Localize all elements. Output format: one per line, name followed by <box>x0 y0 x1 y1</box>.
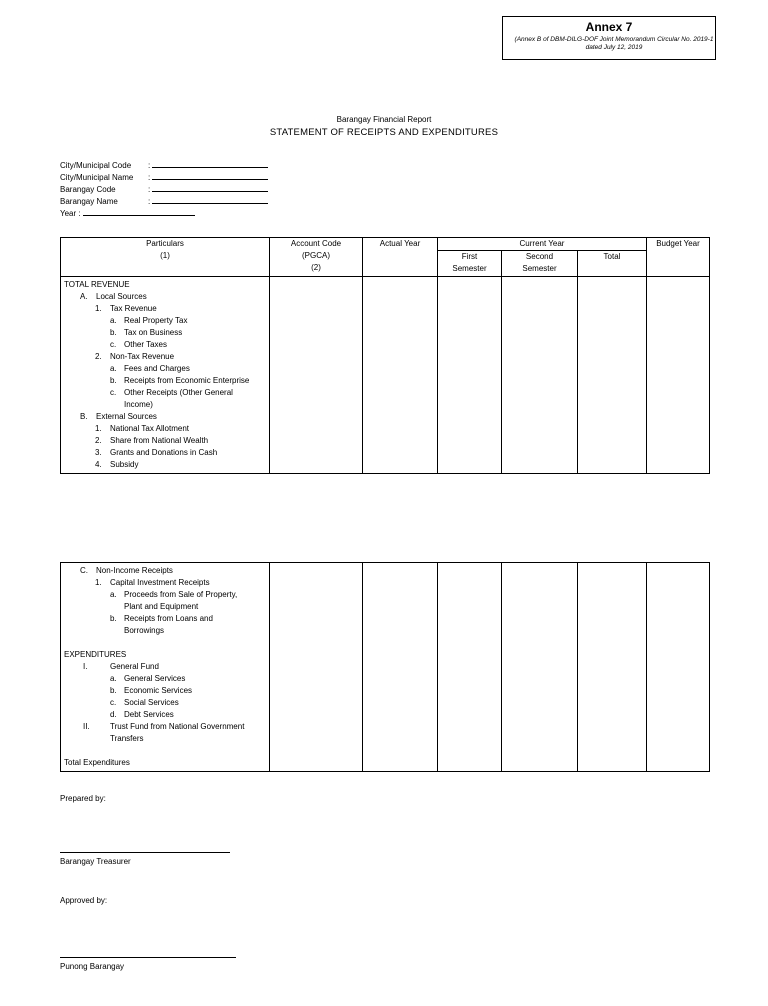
receipts-table-part1 <box>60 237 710 474</box>
item-text: Non-Tax Revenue <box>110 352 175 361</box>
item-text: National Tax Allotment <box>110 424 190 433</box>
item-text: Tax on Business <box>124 328 183 337</box>
header-particulars: Particulars (1) <box>61 238 270 277</box>
item-text: Other Taxes <box>124 340 167 349</box>
info-label: City/Municipal Name <box>60 173 134 182</box>
info-field-city-name: City/Municipal Name : <box>60 172 268 184</box>
header-budget-year: Budget Year <box>647 238 710 277</box>
item-text: Local Sources <box>96 292 147 301</box>
item-text: EXPENDITURES <box>64 650 127 659</box>
item-text: Plant and Equipment <box>124 602 199 611</box>
blank-line[interactable] <box>152 172 268 180</box>
particulars-line <box>64 363 266 375</box>
item-text: Non-Income Receipts <box>96 566 173 575</box>
info-field-year <box>60 208 268 220</box>
particulars-line <box>64 733 266 745</box>
particulars-line <box>64 637 266 649</box>
particulars-line <box>64 423 266 435</box>
item-text: Subsidy <box>110 460 139 469</box>
item-marker: b. <box>110 376 117 385</box>
annex-subtitle-line1: (Annex B of DBM-DILG-DOF Joint Memorandum Circular No. 2019-1 <box>514 36 714 43</box>
item-marker: I. <box>83 662 88 671</box>
info-field-city-code: City/Municipal Code : <box>60 160 268 172</box>
item-text: Total Expenditures <box>64 758 130 767</box>
info-label: Barangay Code <box>60 185 116 194</box>
account-code-cell[interactable] <box>270 563 363 772</box>
particulars-line <box>64 327 266 339</box>
item-marker: 1. <box>95 304 102 313</box>
item-text: Receipts from Loans and <box>124 614 213 623</box>
particulars-line <box>64 459 266 471</box>
item-text: Social Services <box>124 698 179 707</box>
item-marker: 2. <box>95 352 102 361</box>
particulars-line <box>64 375 266 387</box>
blank-line[interactable] <box>152 160 268 168</box>
particulars-line <box>64 303 266 315</box>
item-text: Transfers <box>110 734 144 743</box>
receipts-table-part2 <box>60 562 710 772</box>
item-text: General Fund <box>110 662 159 671</box>
particulars-line <box>64 387 266 399</box>
header-current-year: Current Year <box>438 238 647 251</box>
item-marker: a. <box>110 316 117 325</box>
particulars-line <box>64 673 266 685</box>
item-text: Borrowings <box>124 626 165 635</box>
item-text: General Services <box>124 674 186 683</box>
item-text: Tax Revenue <box>110 304 157 313</box>
report-subtitle: STATEMENT OF RECEIPTS AND EXPENDITURES <box>269 127 499 138</box>
info-fields <box>60 160 268 220</box>
treasurer-label: Barangay Treasurer <box>60 857 131 866</box>
info-field-barangay-name: Barangay Name : <box>60 196 268 208</box>
item-text: TOTAL REVENUE <box>64 280 130 289</box>
first-semester-cell[interactable] <box>438 277 502 474</box>
particulars-line <box>64 757 266 769</box>
item-marker: c. <box>110 698 117 707</box>
info-label: Barangay Name <box>60 197 118 206</box>
item-marker: 2. <box>95 436 102 445</box>
item-marker: b. <box>110 686 117 695</box>
particulars-line <box>64 351 266 363</box>
particulars-line <box>64 315 266 327</box>
item-text: Trust Fund from National Government <box>110 722 245 731</box>
punong-label: Punong Barangay <box>60 962 125 971</box>
header-total: Total <box>578 251 647 277</box>
header-first-semester: First Semester <box>438 251 502 277</box>
item-text: Income) <box>124 400 153 409</box>
treasurer-signature-line[interactable] <box>60 852 230 853</box>
item-marker: C. <box>80 566 88 575</box>
particulars-line <box>64 291 266 303</box>
annex-title: Annex 7 <box>585 20 633 34</box>
item-text: Other Receipts (Other General <box>124 388 233 397</box>
budget-year-cell[interactable] <box>647 277 710 474</box>
item-marker: a. <box>110 674 117 683</box>
particulars-line <box>64 279 266 291</box>
info-label: City/Municipal Code <box>60 161 132 170</box>
particulars-line <box>64 399 266 411</box>
annex-subtitle-line2: dated July 12, 2019 <box>585 44 643 51</box>
particulars-line <box>64 721 266 733</box>
item-marker: d. <box>110 710 117 719</box>
particulars-line <box>64 589 266 601</box>
item-text: Real Property Tax <box>124 316 188 325</box>
annex-box <box>502 16 716 60</box>
header-account-code: Account Code (PGCA) (2) <box>270 238 363 277</box>
blank-line[interactable] <box>83 208 195 216</box>
report-title: Barangay Financial Report <box>336 115 432 124</box>
item-marker: c. <box>110 340 117 349</box>
particulars-line <box>64 447 266 459</box>
actual-year-cell[interactable] <box>363 277 438 474</box>
total-cell[interactable] <box>578 563 647 772</box>
item-marker: 1. <box>95 578 102 587</box>
blank-line[interactable] <box>152 184 268 192</box>
item-text: Economic Services <box>124 686 193 695</box>
item-marker: a. <box>110 590 117 599</box>
item-text: Grants and Donations in Cash <box>110 448 218 457</box>
item-marker: b. <box>110 614 117 623</box>
particulars-line <box>64 565 266 577</box>
item-text: Proceeds from Sale of Property, <box>124 590 238 599</box>
header-second-semester: Second Semester <box>502 251 578 277</box>
particulars-line <box>64 613 266 625</box>
item-marker: II. <box>83 722 90 731</box>
item-text: Capital Investment Receipts <box>110 578 210 587</box>
particulars-line <box>64 661 266 673</box>
item-marker: 3. <box>95 448 102 457</box>
blank-line[interactable] <box>152 196 268 204</box>
item-marker: A. <box>80 292 88 301</box>
item-marker: 4. <box>95 460 102 469</box>
item-marker: B. <box>80 412 88 421</box>
year-label: Year : <box>60 209 81 218</box>
particulars-line <box>64 577 266 589</box>
item-text: Debt Services <box>124 710 174 719</box>
info-field-barangay-code: Barangay Code : <box>60 184 268 196</box>
item-marker: 1. <box>95 424 102 433</box>
actual-year-cell[interactable] <box>363 563 438 772</box>
particulars-line <box>64 601 266 613</box>
particulars-line <box>64 435 266 447</box>
particulars-list <box>61 563 269 771</box>
item-text: Share from National Wealth <box>110 436 209 445</box>
particulars-line <box>64 649 266 661</box>
budget-year-cell[interactable] <box>647 563 710 772</box>
header-actual-year: Actual Year <box>363 238 438 277</box>
second-semester-cell[interactable] <box>502 563 578 772</box>
item-marker: c. <box>110 388 117 397</box>
account-code-cell[interactable] <box>270 277 363 474</box>
particulars-cell <box>61 277 270 474</box>
particulars-line <box>64 625 266 637</box>
particulars-list <box>61 277 269 473</box>
item-marker: b. <box>110 328 117 337</box>
item-text: External Sources <box>96 412 157 421</box>
particulars-cell <box>61 563 270 772</box>
item-text: Fees and Charges <box>124 364 190 373</box>
particulars-line <box>64 697 266 709</box>
item-text: Receipts from Economic Enterprise <box>124 376 250 385</box>
approved-by-label: Approved by: <box>60 896 108 905</box>
item-marker: a. <box>110 364 117 373</box>
prepared-by-label: Prepared by: <box>60 794 106 803</box>
particulars-line <box>64 411 266 423</box>
particulars-line <box>64 685 266 697</box>
particulars-line <box>64 709 266 721</box>
punong-signature-line[interactable] <box>60 957 236 958</box>
particulars-line <box>64 339 266 351</box>
particulars-line <box>64 745 266 757</box>
second-semester-cell[interactable] <box>502 277 578 474</box>
total-cell[interactable] <box>578 277 647 474</box>
first-semester-cell[interactable] <box>438 563 502 772</box>
